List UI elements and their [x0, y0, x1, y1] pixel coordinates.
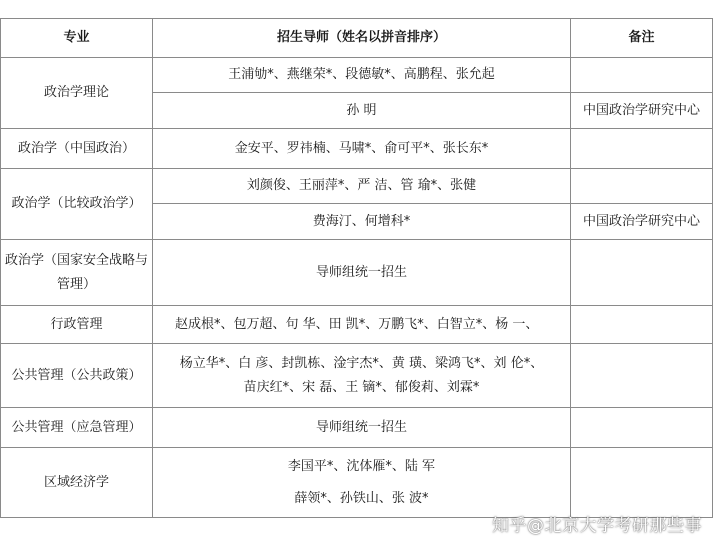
- table-row: [1, 129, 713, 169]
- note-cell: [571, 240, 713, 306]
- advisors-cell: 孙 明: [153, 93, 571, 129]
- advisors-cell: 费海汀、何增科*: [153, 204, 571, 240]
- major-cell: 公共管理（公共政策）: [1, 344, 153, 408]
- note-cell: 中国政治学研究中心: [571, 93, 713, 129]
- header-advisors: 招生导师（姓名以拼音排序）: [153, 19, 571, 58]
- table-row: [1, 408, 713, 448]
- note-cell: [571, 129, 713, 169]
- advisors-cell: 金安平、罗祎楠、马啸*、俞可平*、张长东*: [153, 129, 571, 169]
- header-note: 备注: [571, 19, 713, 58]
- note-cell: [571, 344, 713, 408]
- major-cell: 政治学（比较政治学）: [1, 169, 153, 240]
- table-row: [1, 344, 713, 408]
- major-cell: 行政管理: [1, 306, 153, 344]
- major-cell: 政治学（中国政治）: [1, 129, 153, 169]
- major-cell: 政治学理论: [1, 58, 153, 129]
- advisors-cell: 李国平*、沈体雁*、陆 军 薛领*、孙铁山、张 波*: [153, 448, 571, 518]
- advisors-cell: 刘颜俊、王丽萍*、严 洁、管 瑜*、张健: [153, 169, 571, 204]
- note-cell: [571, 169, 713, 204]
- major-cell: 政治学（国家安全战略与管理）: [1, 240, 153, 306]
- advisor-table: [0, 18, 713, 518]
- header-major: 专业: [1, 19, 153, 58]
- note-cell: [571, 408, 713, 448]
- note-cell: [571, 306, 713, 344]
- table-row: [1, 306, 713, 344]
- advisors-cell: 赵成根*、包万超、句 华、田 凯*、万鹏飞*、白智立*、杨 一、: [153, 306, 571, 344]
- table-row: [1, 240, 713, 306]
- note-cell: [571, 448, 713, 518]
- advisors-cell: 导师组统一招生: [153, 408, 571, 448]
- watermark: 知乎@北京大学考研那些事: [492, 516, 702, 536]
- advisors-cell: 导师组统一招生: [153, 240, 571, 306]
- advisors-cell: 王浦劬*、燕继荣*、段德敏*、高鹏程、张允起: [153, 58, 571, 93]
- advisors-cell: 杨立华*、白 彦、封凯栋、淦宇杰*、黄 璜、梁鸿飞*、刘 伦*、 苗庆红*、宋 磊、王 镝*、郁俊莉、刘霖*: [153, 344, 571, 408]
- table-row: [1, 169, 713, 204]
- table-row: [1, 58, 713, 93]
- note-cell: [571, 58, 713, 93]
- table-row: [1, 448, 713, 518]
- table-header-row: [1, 19, 713, 58]
- note-cell: 中国政治学研究中心: [571, 204, 713, 240]
- major-cell: 区域经济学: [1, 448, 153, 518]
- major-cell: 公共管理（应急管理）: [1, 408, 153, 448]
